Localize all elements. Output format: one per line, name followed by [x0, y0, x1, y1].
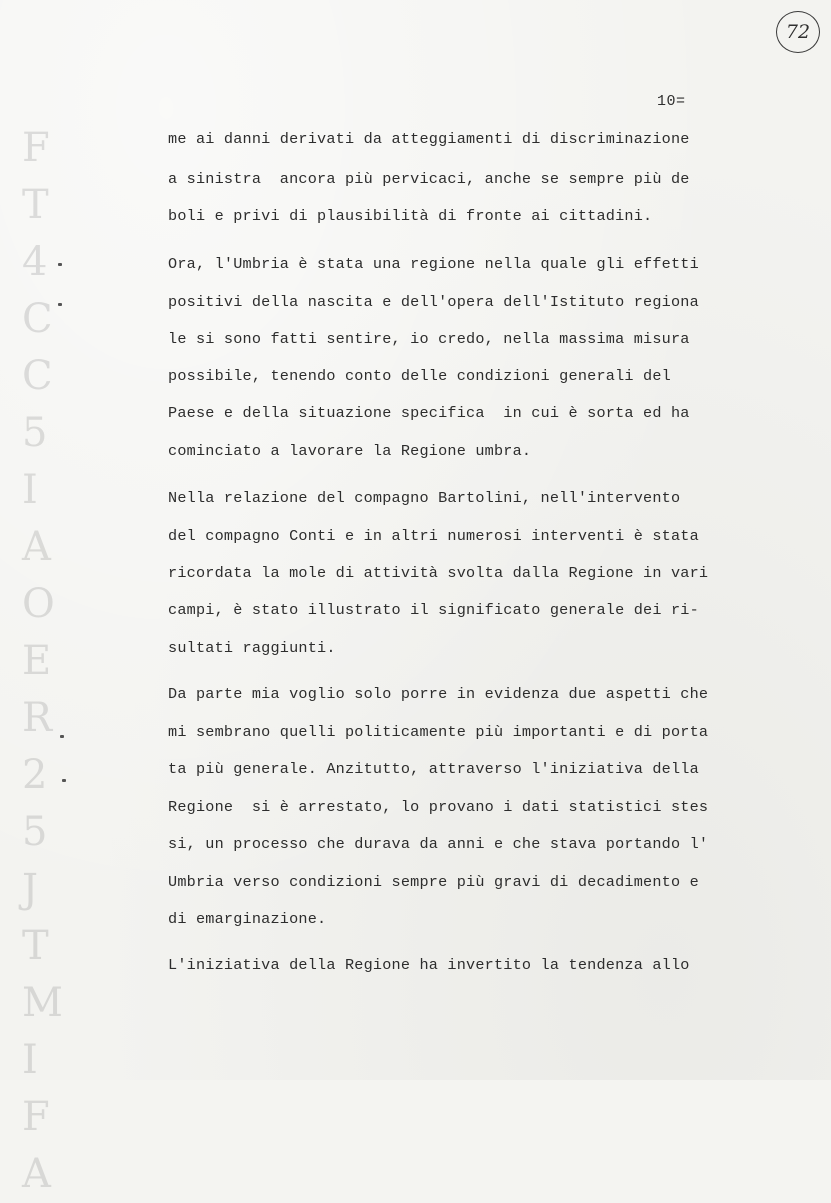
text-line: Paese e della situazione specifica in cui è sorta ed ha [168, 404, 690, 422]
stamp-number: 72 [785, 21, 811, 43]
margin-dot [58, 263, 62, 266]
page-stamp [776, 11, 820, 53]
text-line: me ai danni derivati da atteggiamenti di discriminazione [168, 130, 690, 148]
text-line: boli e privi di plausibilità di fronte ai cittadini. [168, 207, 653, 225]
show-through-marks: F T 4 C C 5 I A O E R 2 5 J T M I F A [22, 125, 63, 1197]
margin-dot [62, 779, 66, 782]
text-line: mi sembrano quelli politicamente più importanti e di porta [168, 723, 709, 741]
margin-dot [58, 303, 62, 306]
text-line: Ora, l'Umbria è stata una regione nella quale gli effetti [168, 255, 699, 273]
text-line: campi, è stato illustrato il significato generale dei ri- [168, 601, 699, 619]
text-line: positivi della nascita e dell'opera dell'Istituto regiona [168, 293, 699, 311]
text-line: di emarginazione. [168, 910, 327, 928]
text-line: L'iniziativa della Regione ha invertito la tendenza allo [168, 956, 690, 974]
text-line: Umbria verso condizioni sempre più gravi di decadimento e [168, 873, 699, 891]
margin-dot [60, 735, 64, 738]
text-line: ta più generale. Anzitutto, attraverso l'iniziativa della [168, 760, 699, 778]
text-line: Nella relazione del compagno Bartolini, nell'intervento [168, 489, 681, 507]
text-line: le si sono fatti sentire, io credo, nella massima misura [168, 330, 690, 348]
text-line: sultati raggiunti. [168, 639, 336, 657]
text-line: ricordata la mole di attività svolta dalla Regione in vari [168, 564, 709, 582]
text-line: Da parte mia voglio solo porre in evidenza due aspetti che [168, 685, 709, 703]
text-line: del compagno Conti e in altri numerosi interventi è stata [168, 527, 699, 545]
page-number: 10= [657, 93, 686, 110]
text-line: Regione si è arrestato, lo provano i dati statistici stes [168, 798, 709, 816]
text-line: cominciato a lavorare la Regione umbra. [168, 442, 532, 460]
text-line: possibile, tenendo conto delle condizioni generali del [168, 367, 671, 385]
text-line: si, un processo che durava da anni e che stava portando l' [168, 835, 709, 853]
text-line: a sinistra ancora più pervicaci, anche se sempre più de [168, 170, 690, 188]
